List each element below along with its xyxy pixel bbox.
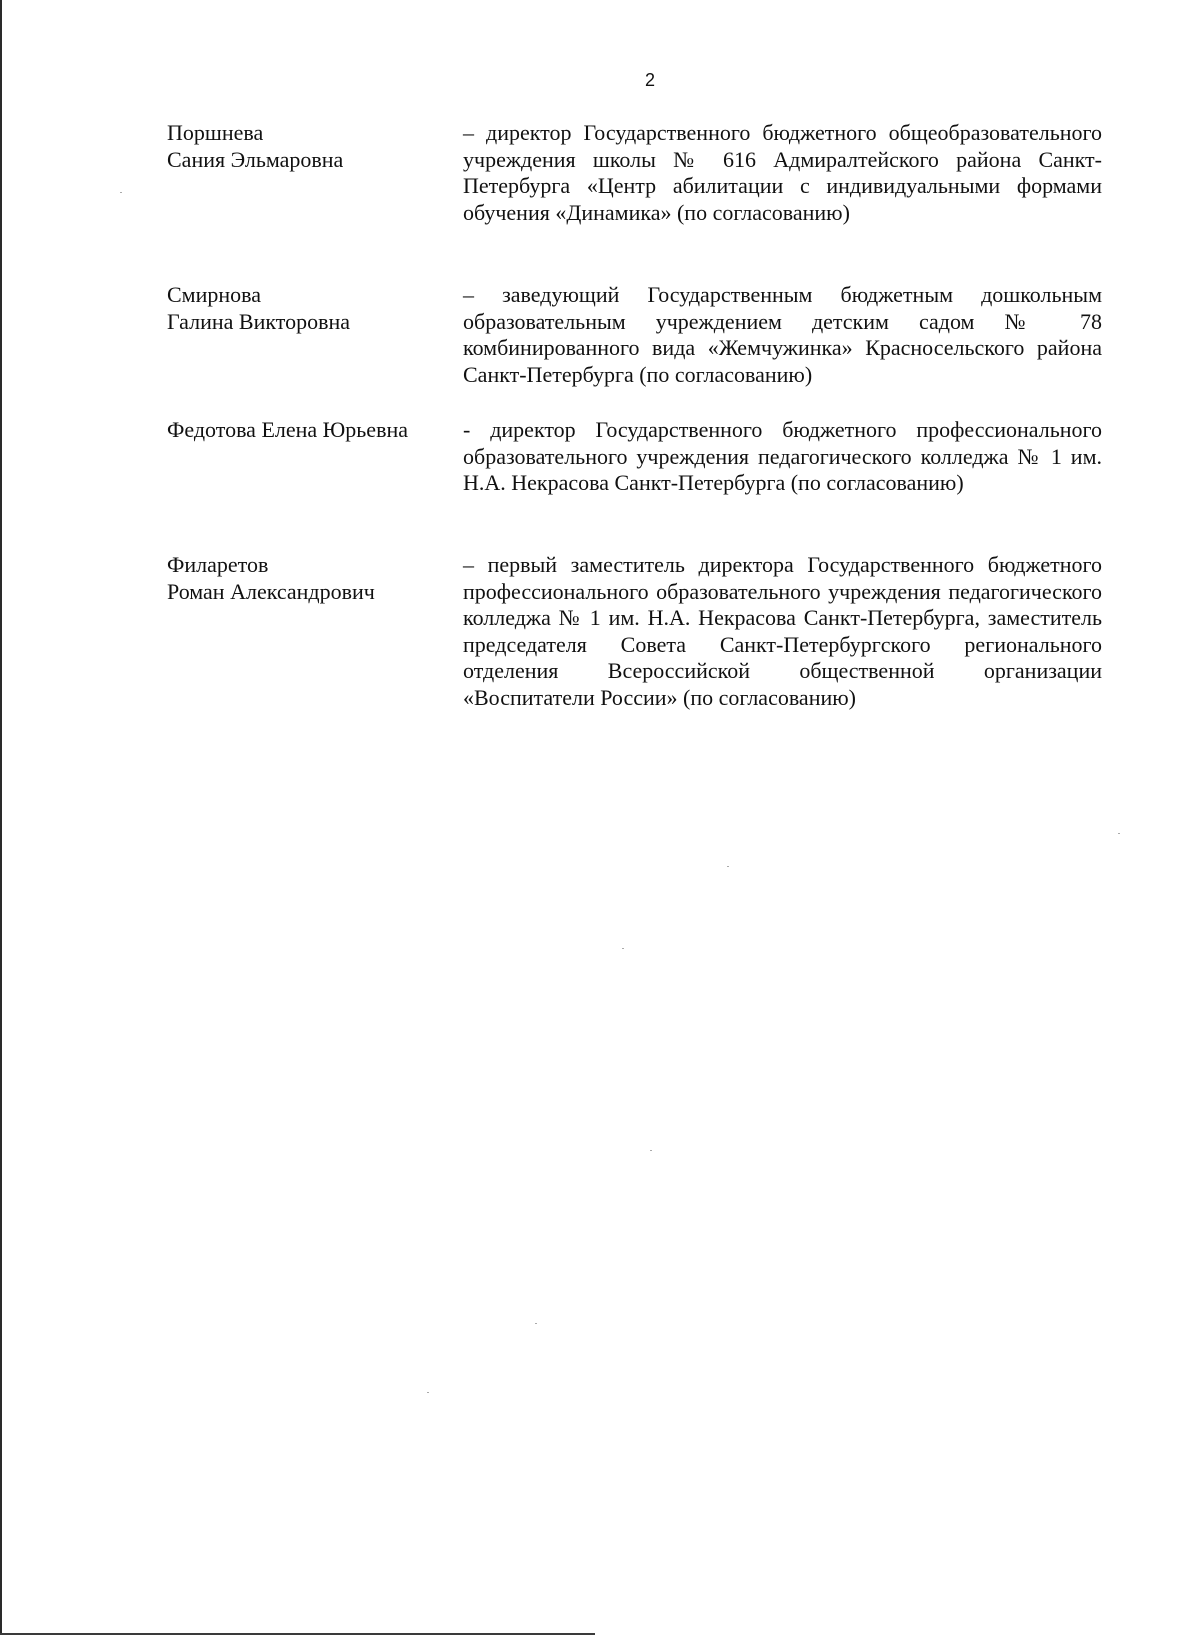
scan-speck	[727, 866, 729, 867]
member-name	[167, 552, 457, 605]
scan-speck	[1118, 833, 1120, 834]
member-role: - директор Государственного бюджетного профессионального образовательного учреждения педагогического колледжа № 1 им. Н.А. Некрасова Санкт-Петербурга (по согласованию)	[463, 417, 1102, 495]
scan-left-edge	[0, 0, 2, 1635]
member-surname: Смирнова	[167, 282, 262, 307]
member-surname: Филаретов	[167, 552, 269, 577]
scan-speck	[427, 1392, 429, 1393]
scan-speck	[535, 1323, 537, 1324]
member-given-name: Роман Александрович	[167, 578, 375, 604]
scan-speck	[622, 948, 624, 949]
member-name	[167, 282, 457, 335]
member-role: – директор Государственного бюджетного общеобразовательного учреждения школы № 616 Адмиралтейского района Санкт-Петербурга «Центр абилитации с индивидуальными формами обучения «Динамика» (по согласованию)	[463, 120, 1102, 225]
member-role: – первый заместитель директора Государственного бюджетного профессионального образовательного учреждения педагогического колледжа № 1 им. Н.А. Некрасова Санкт-Петербурга, заместитель председателя Совета Санкт-Петербургского регионального отделения Всероссийской общественной организации «Воспитатели России» (по согласованию)	[463, 552, 1102, 710]
scan-speck	[120, 192, 122, 193]
member-role: – заведующий Государственным бюджетным дошкольным образовательным учреждением детским садом № 78 комбинированного вида «Жемчужинка» Красносельского района Санкт-Петербурга (по согласованию)	[463, 282, 1102, 387]
scan-speck	[650, 1150, 652, 1151]
member-surname: Поршнева	[167, 120, 264, 145]
member-name	[167, 120, 457, 173]
page-number: 2	[644, 70, 655, 90]
member-given-name: Сания Эльмаровна	[167, 146, 344, 172]
member-given-name: Галина Викторовна	[167, 308, 351, 334]
member-name	[167, 417, 457, 444]
member-surname: Федотова Елена Юрьевна	[167, 417, 409, 442]
